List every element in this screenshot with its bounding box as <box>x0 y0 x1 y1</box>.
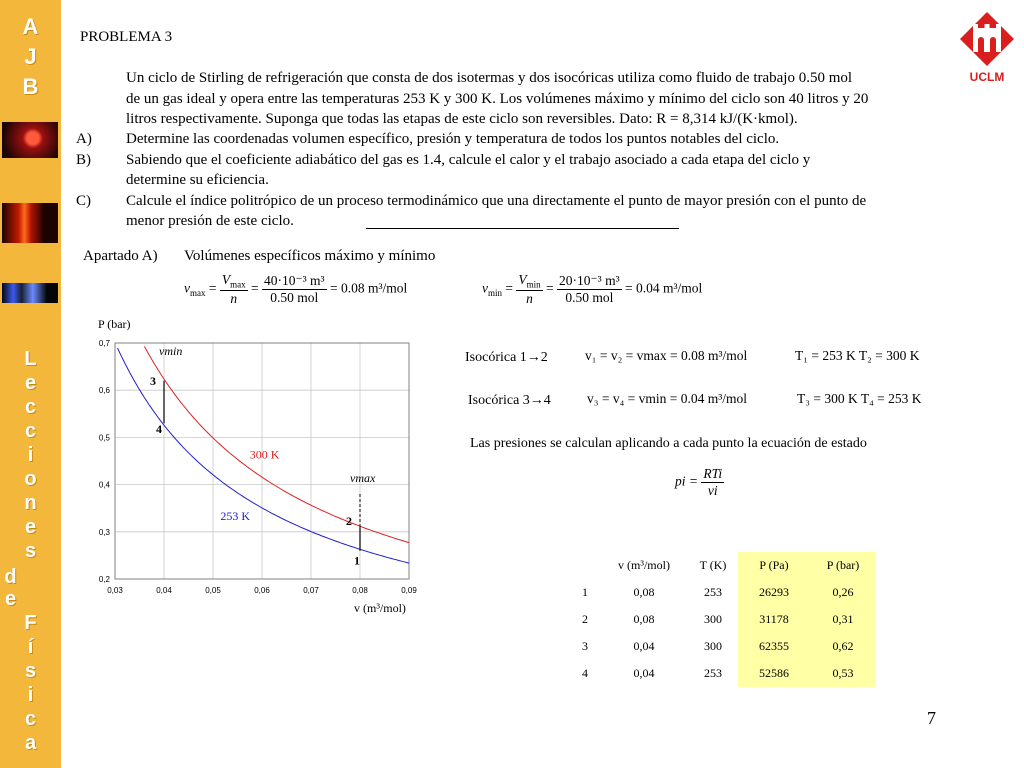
point-label-1: 1 <box>354 553 360 568</box>
sidebar <box>0 0 61 768</box>
spectrum-photo-thumbnail <box>2 203 58 243</box>
y-tick-label: 0,7 <box>98 339 110 348</box>
sidebar-letter: e <box>4 588 17 610</box>
section-title: Volúmenes específicos máximo y mínimo <box>184 248 436 264</box>
sidebar-letter: í <box>27 636 34 658</box>
sidebar-letter: c <box>24 708 37 730</box>
item-b-line: Sabiendo que el coeficiente adiabático del gas es 1.4, calcule el calor y el trabajo asociado a cada etapa del ciclo y <box>126 152 811 168</box>
iso34-temperatures: T₃ = 300 K T₄ = 253 K <box>797 391 922 406</box>
point-label-2: 2 <box>346 514 352 529</box>
cell: 3 <box>582 639 588 653</box>
vmax-equation: $v_{max}$ = $\frac{V_{max}}{n}$ = $\frac{\text{40·10⁻³ m³}}{\text{0.50 mol}}$ = 0.08 m³/mol <box>184 272 408 306</box>
table-header-row <box>570 552 876 579</box>
x-tick-label: 0,05 <box>205 586 221 595</box>
sidebar-letter: F <box>24 612 37 634</box>
cell: 253 <box>704 666 722 680</box>
sidebar-letter: e <box>24 516 37 538</box>
spectrum-strip-thumbnail <box>2 283 58 303</box>
page-number: 7 <box>927 708 936 728</box>
pressure-note: Las presiones se calculan aplicando a cada punto la ecuación de estado <box>470 436 867 451</box>
cell: 300 <box>704 612 722 626</box>
state-equation <box>675 466 724 499</box>
y-tick-label: 0,6 <box>98 386 110 396</box>
state-numerator: RTi <box>703 466 723 481</box>
cell: 1 <box>582 585 588 599</box>
cell: 0,62 <box>810 633 876 660</box>
sidebar-letter: c <box>24 420 37 442</box>
x-tick-label: 0,03 <box>107 586 123 595</box>
pv-diagram <box>80 315 430 625</box>
iso12-label: Isocórica 1→2 <box>465 350 548 365</box>
cell: 52586 <box>738 660 810 687</box>
sidebar-letter: B <box>22 74 39 99</box>
problem-title: PROBLEMA 3 <box>80 29 173 45</box>
vmax-annotation: vmax <box>350 471 376 486</box>
table-row <box>570 633 876 660</box>
item-label-a: A) <box>76 131 92 147</box>
cell: 0,31 <box>810 606 876 633</box>
cell: 2 <box>582 612 588 626</box>
vmax-numerator: 40·10⁻³ m³ <box>264 272 325 288</box>
cell: 26293 <box>738 579 810 606</box>
header-v: v (m³/mol) <box>618 558 670 572</box>
sidebar-letter: c <box>24 396 37 418</box>
vmax-denominator: 0.50 mol <box>270 289 319 305</box>
vmin-equation: $v_{min}$ = $\frac{V_{min}}{n}$ = $\frac{\text{20·10⁻³ m³}}{\text{0.50 mol}}$ = 0.04 m³/mol <box>482 272 703 306</box>
cell: 0,53 <box>810 660 876 687</box>
point-label-3: 3 <box>150 373 156 388</box>
section-label: Apartado A) <box>83 248 158 264</box>
table-row <box>570 606 876 633</box>
x-tick-label: 0,04 <box>156 586 172 595</box>
cell: 31178 <box>738 606 810 633</box>
state-lhs: pi = <box>675 473 698 489</box>
sidebar-letter: i <box>27 684 34 706</box>
y-tick-label: 0,2 <box>98 575 110 584</box>
table-row <box>570 660 876 687</box>
cell: 0,08 <box>633 585 655 599</box>
sidebar-letter: i <box>27 444 34 466</box>
iso12-temperatures: T₁ = 253 K T₂ = 300 K <box>795 348 920 363</box>
statement-line: de un gas ideal y opera entre las temperaturas 253 K y 300 K. Los volúmenes máximo y mínimo del ciclo son 40 litros y 20 <box>126 90 869 107</box>
cell: 0,04 <box>633 666 655 680</box>
series-label-253k: 253 K <box>220 509 251 523</box>
statement-line: litros respectivamente. Suponga que todas las etapas de este ciclo son reversibles. Dato: R = 8,314 kJ/(K·kmol). <box>126 111 798 127</box>
vmin-result: = 0.04 m³/mol <box>625 280 703 296</box>
logo-text: UCLM <box>969 70 1005 84</box>
vmin-numerator: 20·10⁻³ m³ <box>559 272 620 288</box>
table-row <box>570 579 876 606</box>
point-label-4: 4 <box>156 422 162 437</box>
sidebar-letter: L <box>24 348 37 370</box>
state-table <box>570 552 876 687</box>
sidebar-letter: A <box>22 14 39 39</box>
sidebar-letter: d <box>4 566 17 588</box>
cell: 0,04 <box>633 639 655 653</box>
sidebar-letter: n <box>24 492 37 514</box>
problem-statement <box>126 68 986 130</box>
x-tick-label: 0,08 <box>352 586 368 595</box>
y-tick-label: 0,4 <box>98 480 110 490</box>
x-tick-label: 0,07 <box>303 586 319 595</box>
sidebar-letter: J <box>24 44 37 69</box>
item-c-line: menor presión de este ciclo. <box>126 213 294 229</box>
y-tick-label: 0,5 <box>98 433 110 443</box>
sidebar-letter: e <box>24 372 37 394</box>
iso34-label: Isocórica 3→4 <box>468 393 551 408</box>
cell: 62355 <box>738 633 810 660</box>
header-p-bar: P (bar) <box>810 552 876 579</box>
x-axis-label: v (m³/mol) <box>354 601 406 615</box>
sidebar-letter: s <box>24 540 37 562</box>
sidebar-letter: o <box>24 468 37 490</box>
lab-photo-thumbnail <box>2 122 58 158</box>
item-c-line: Calcule el índice politrópico de un proceso termodinámico que una directamente el punto de mayor presión con el punto de <box>126 193 867 209</box>
sidebar-letter: s <box>24 660 37 682</box>
sidebar-letter: a <box>24 732 37 754</box>
statement-line: Un ciclo de Stirling de refrigeración que consta de dos isotermas y dos isocóricas utiliza como fluido de trabajo 0.50 mol <box>126 70 853 86</box>
vmax-result: = 0.08 m³/mol <box>329 280 408 296</box>
x-tick-label: 0,06 <box>254 586 270 595</box>
item-label-b: B) <box>76 152 91 168</box>
y-axis-label: P (bar) <box>98 317 131 331</box>
cell: 4 <box>582 666 588 680</box>
vmin-annotation: vmin <box>159 343 183 358</box>
cell: 0,26 <box>810 579 876 606</box>
y-tick-label: 0,3 <box>98 527 110 537</box>
item-label-c: C) <box>76 193 91 209</box>
cell: 0,08 <box>633 612 655 626</box>
x-tick-label: 0,09 <box>401 586 417 595</box>
series-label-300k: 300 K <box>249 447 280 462</box>
header-p-pa: P (Pa) <box>738 552 810 579</box>
item-a-text: Determine las coordenadas volumen específico, presión y temperatura de todos los puntos notables del ciclo. <box>126 131 780 147</box>
cell: 253 <box>704 585 722 599</box>
item-b-line: determine su eficiencia. <box>126 172 269 188</box>
iso12-equation: v₁ = v₂ = vmax = 0.08 m³/mol <box>585 348 748 363</box>
header-t: T (K) <box>699 558 727 572</box>
uclm-emblem-icon <box>958 10 1016 70</box>
cell: 300 <box>704 639 722 653</box>
vmin-denominator: 0.50 mol <box>565 289 614 305</box>
divider-line <box>366 228 679 229</box>
iso34-equation: v₃ = v₄ = vmin = 0.04 m³/mol <box>587 391 748 406</box>
state-denominator: vi <box>707 483 718 498</box>
isotherm-curve-300 <box>144 343 409 542</box>
